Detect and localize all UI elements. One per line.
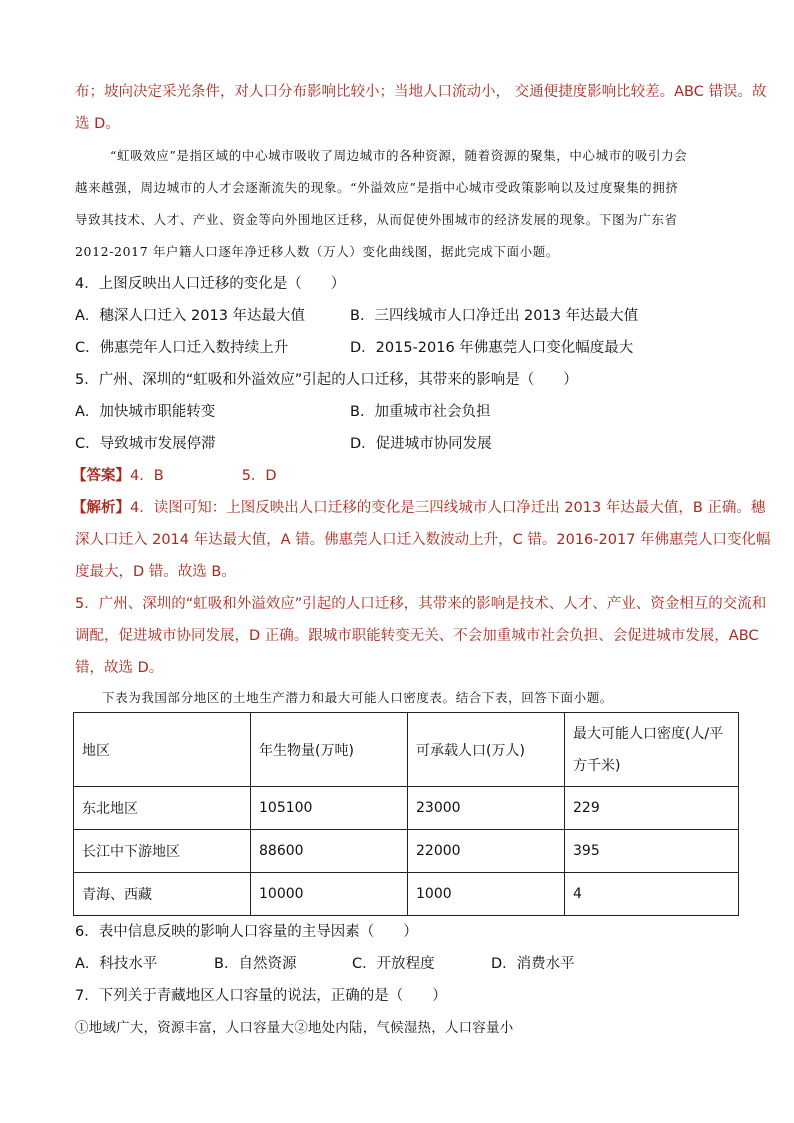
- passage1-line-4: 2012-2017 年户籍人口逐年净迁移人数（万人）变化曲线图，据此完成下面小题。: [75, 244, 559, 259]
- table-header: 地区: [74, 713, 251, 787]
- table-cell: 88600: [251, 830, 408, 873]
- table-cell: 10000: [251, 873, 408, 916]
- passage2: 下表为我国部分地区的土地生产潜力和最大可能人口密度表。结合下表，回答下面小题。: [102, 690, 613, 705]
- table-row: [74, 787, 739, 830]
- analysis-line-4: 5．广州、深圳的“虹吸和外溢效应”引起的人口迁移，其带来的影响是技术、人才、产业、资金相互的交流和: [75, 596, 767, 612]
- table-header-row: [74, 713, 739, 787]
- q5-option-a: A．加快城市职能转变: [75, 404, 216, 420]
- table-cell: 东北地区: [74, 787, 251, 830]
- passage1-line-1: “虹吸效应”是指区域的中心城市吸收了周边城市的各种资源，随着资源的聚集，中心城市的吸引力会: [110, 148, 688, 163]
- answer-row: [72, 466, 277, 486]
- q6-option-c: C．开放程度: [352, 956, 435, 972]
- answer-5: 5．D: [241, 468, 277, 484]
- table-row: [74, 873, 739, 916]
- table-cell: 105100: [251, 787, 408, 830]
- table-cell: 1000: [408, 873, 565, 916]
- analysis-line-5: 调配，促进城市协同发展，D 正确。跟城市职能转变无关、不会加重城市社会负担、会促进城市发展，ABC: [75, 628, 759, 644]
- q5-option-b: B．加重城市社会负担: [350, 404, 491, 420]
- table-cell: 长江中下游地区: [74, 830, 251, 873]
- analysis-line-6: 错，故选 D。: [75, 660, 164, 676]
- analysis-line-3: 度最大，D 错。故选 B。: [75, 564, 236, 580]
- passage1-line-3: 导致其技术、人才、产业、资金等向外围地区迁移，从而促使外围城市的经济发展的现象。下图为广东省: [75, 212, 678, 227]
- q6-option-b: B．自然资源: [214, 956, 297, 972]
- data-table: [73, 712, 739, 916]
- q7-options: ①地域广大，资源丰富，人口容量大②地处内陆，气候湿热，人口容量小: [75, 1020, 514, 1036]
- q5-option-d: D．促进城市协同发展: [350, 436, 492, 452]
- q4-option-c: C．佛惠莞年人口迁入数持续上升: [75, 340, 289, 356]
- analysis-line-1: [72, 498, 765, 518]
- q7-stem: 7．下列关于青藏地区人口容量的说法，正确的是（ ）: [75, 988, 447, 1004]
- table-header: 年生物量(万吨): [251, 713, 408, 787]
- q6-option-a: A．科技水平: [75, 956, 158, 972]
- table-header-line: 方千米): [573, 757, 621, 774]
- q4-stem: 4．上图反映出人口迁移的变化是（ ）: [75, 276, 346, 292]
- analysis-text-1: 4．读图可知：上图反映出人口迁移的变化是三四线城市人口净迁出 2013 年达最大值，B 正确。穗: [130, 500, 766, 516]
- answer-4: 4．B: [130, 468, 164, 484]
- q5-stem: 5．广州、深圳的“虹吸和外溢效应”引起的人口迁移，其带来的影响是（ ）: [75, 372, 578, 388]
- table-header: 可承载人口(万人): [408, 713, 565, 787]
- table-header-line: 最大可能人口密度(人/平: [573, 725, 724, 742]
- table-cell: 青海、西藏: [74, 873, 251, 916]
- analysis-line-2: 深人口迁入 2014 年达最大值，A 错。佛惠莞人口迁入数波动上升，C 错。2016-2017 年佛惠莞人口变化幅: [75, 532, 771, 548]
- answer-tag: 【答案】: [72, 468, 130, 484]
- table-cell: 4: [565, 873, 739, 916]
- q6-stem: 6．表中信息反映的影响人口容量的主导因素（ ）: [75, 924, 418, 940]
- table-cell: 395: [565, 830, 739, 873]
- table-cell: 229: [565, 787, 739, 830]
- table-header: [565, 713, 739, 787]
- q6-option-d: D．消费水平: [491, 956, 575, 972]
- analysis-tag: 【解析】: [72, 500, 130, 516]
- q5-option-c: C．导致城市发展停滞: [75, 436, 216, 452]
- q4-option-b: B．三四线城市人口净迁出 2013 年达最大值: [350, 308, 639, 324]
- table-cell: 22000: [408, 830, 565, 873]
- table-row: [74, 830, 739, 873]
- intro-line-2: 选 D。: [75, 116, 120, 132]
- table-cell: 23000: [408, 787, 565, 830]
- passage1-line-2: 越来越强，周边城市的人才会逐渐流失的现象。“外溢效应”是指中心城市受政策影响以及过度聚集的拥挤: [75, 180, 679, 195]
- intro-line-1: 布；坡向决定采光条件，对人口分布影响比较小；当地人口流动小， 交通便捷度影响比较差。ABC 错误。故: [75, 84, 767, 100]
- q4-option-d: D．2015-2016 年佛惠莞人口变化幅度最大: [350, 340, 634, 356]
- q4-option-a: A．穗深人口迁入 2013 年达最大值: [75, 308, 306, 324]
